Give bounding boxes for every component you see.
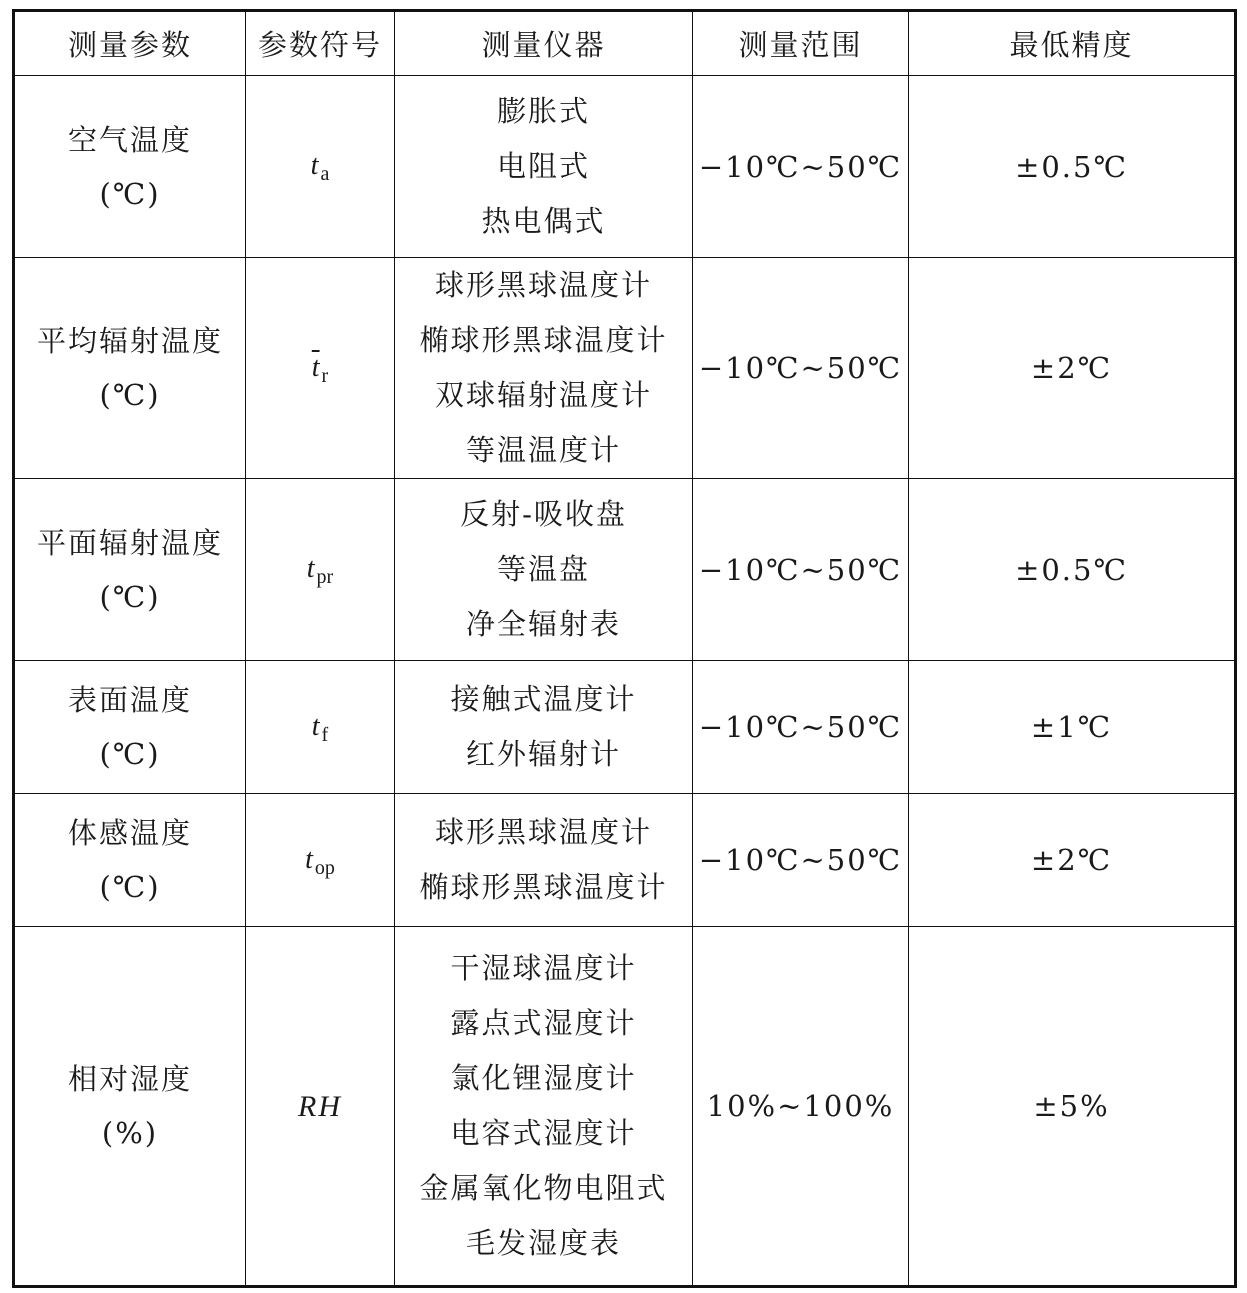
instrument-item: 球形黑球温度计	[434, 268, 652, 302]
accuracy-cell: ±1℃	[909, 661, 1236, 794]
instrument-cell	[395, 479, 693, 661]
instrument-item: 热电偶式	[481, 204, 606, 238]
param-name: 平面辐射温度	[36, 525, 223, 560]
symbol-base: t	[305, 843, 313, 875]
range-cell: −10℃~50℃	[693, 661, 909, 794]
instrument-cell	[395, 76, 693, 258]
range-cell: −10℃~50℃	[693, 258, 909, 479]
instrument-cell	[395, 927, 693, 1287]
param-cell	[14, 258, 246, 479]
instrument-item: 干湿球温度计	[450, 951, 637, 985]
range-cell: −10℃~50℃	[693, 479, 909, 661]
symbol-subscript: pr	[316, 566, 334, 588]
param-name: 空气温度	[67, 122, 192, 157]
header-param: 测量参数	[14, 11, 246, 76]
table-row	[14, 661, 1236, 794]
param-symbol	[306, 553, 334, 588]
instrument-item: 电阻式	[496, 149, 590, 183]
param-unit: (℃)	[99, 737, 161, 771]
instrument-cell	[395, 794, 693, 927]
symbol-base: t	[311, 710, 320, 742]
param-unit: (%)	[101, 1116, 159, 1150]
param-symbol	[310, 150, 330, 185]
accuracy-cell: ±0.5℃	[909, 76, 1236, 258]
param-symbol	[305, 843, 335, 879]
instrument-item: 椭球形黑球温度计	[419, 323, 668, 357]
param-name: 表面温度	[67, 683, 192, 717]
symbol-base: t	[306, 553, 315, 584]
instrument-item: 接触式温度计	[450, 682, 637, 716]
symbol-base: $\overline{t}$	[311, 351, 320, 383]
range-cell: −10℃~50℃	[693, 76, 909, 258]
table-row	[14, 258, 1236, 479]
accuracy-cell: ±5%	[909, 927, 1236, 1287]
symbol-cell	[246, 927, 395, 1287]
param-symbol	[298, 1090, 342, 1123]
param-unit: (℃)	[99, 870, 161, 904]
param-name: 相对湿度	[67, 1062, 192, 1096]
instrument-cell	[395, 661, 693, 794]
table-row	[14, 76, 1236, 258]
table-row	[14, 479, 1236, 661]
param-cell	[14, 927, 246, 1287]
measurement-spec-table	[12, 9, 1237, 1288]
param-unit: (℃)	[99, 176, 161, 211]
symbol-cell	[246, 76, 395, 258]
symbol-base: t	[310, 150, 319, 181]
param-unit: (℃)	[99, 579, 161, 614]
instrument-item: 椭球形黑球温度计	[419, 870, 668, 904]
param-cell	[14, 794, 246, 927]
header-symbol: 参数符号	[246, 11, 395, 76]
param-symbol	[311, 351, 329, 387]
instrument-item: 红外辐射计	[465, 737, 621, 771]
instrument-item: 等温温度计	[465, 433, 621, 467]
instrument-item: 反射-吸收盘	[460, 497, 627, 531]
accuracy-cell: ±2℃	[909, 258, 1236, 479]
param-symbol	[311, 710, 329, 746]
instrument-item: 双球辐射温度计	[434, 378, 652, 412]
header-row	[14, 11, 1236, 76]
symbol-subscript: op	[314, 856, 335, 879]
table-row	[14, 794, 1236, 927]
symbol-cell	[246, 479, 395, 661]
header-accuracy: 最低精度	[909, 11, 1236, 76]
symbol-subscript: a	[320, 163, 330, 185]
table-row	[14, 927, 1236, 1287]
header-instrument: 测量仪器	[395, 11, 693, 76]
symbol-cell	[246, 258, 395, 479]
instrument-item: 电容式湿度计	[450, 1116, 637, 1150]
range-cell: −10℃~50℃	[693, 794, 909, 927]
instrument-item: 露点式湿度计	[450, 1006, 637, 1040]
instrument-item: 膨胀式	[496, 94, 590, 128]
param-unit: (℃)	[99, 378, 161, 412]
param-name: 平均辐射温度	[36, 324, 223, 358]
symbol-cell	[246, 661, 395, 794]
symbol-subscript: f	[321, 723, 329, 746]
symbol-subscript: r	[321, 364, 329, 387]
accuracy-cell: ±0.5℃	[909, 479, 1236, 661]
param-cell	[14, 76, 246, 258]
instrument-item: 金属氧化物电阻式	[419, 1171, 668, 1205]
param-cell	[14, 479, 246, 661]
symbol-cell	[246, 794, 395, 927]
instrument-item: 毛发湿度表	[465, 1226, 621, 1260]
range-cell: 10%~100%	[693, 927, 909, 1287]
accuracy-cell: ±2℃	[909, 794, 1236, 927]
instrument-item: 等温盘	[496, 552, 590, 586]
instrument-item: 球形黑球温度计	[434, 815, 652, 849]
symbol-base: RH	[298, 1089, 342, 1123]
instrument-item: 净全辐射表	[465, 607, 621, 641]
header-range: 测量范围	[693, 11, 909, 76]
instrument-cell	[395, 258, 693, 479]
param-name: 体感温度	[67, 816, 192, 850]
instrument-item: 氯化锂湿度计	[450, 1061, 637, 1095]
param-cell	[14, 661, 246, 794]
